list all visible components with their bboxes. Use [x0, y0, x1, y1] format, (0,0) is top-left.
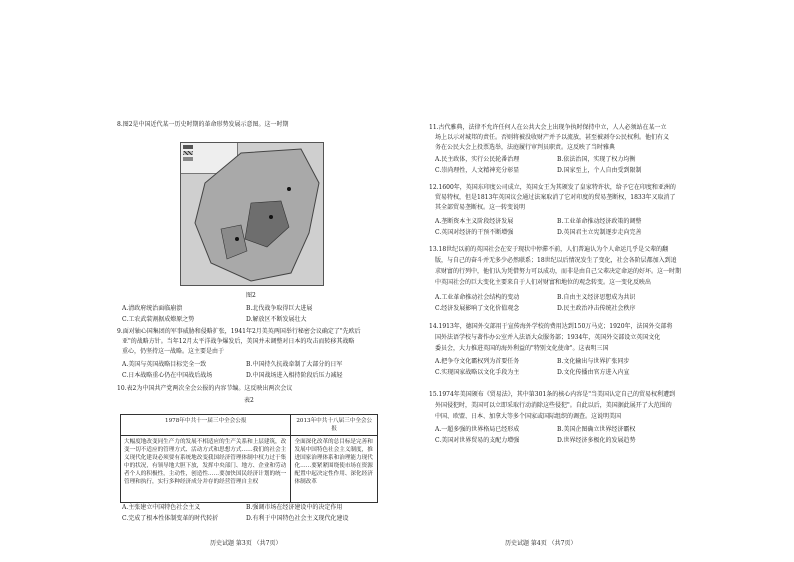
q13-stem-line-2: 版，与自己的奋斗并无多少必然联系；18世纪以后情况发生了变化，社会各阶层都加入到追	[435, 257, 677, 264]
left-page-footer: 历史试题 第3页 （共7页）	[210, 540, 282, 547]
q15-option-d[interactable]: D.世界经济多极化的发展趋势	[557, 437, 636, 444]
q11-option-a[interactable]: A.民主政体，实行公民轮番治理	[435, 156, 520, 163]
q8-stem: 8.图2是中国近代某一历史时期的革命形势发展示意图。这一时期	[117, 121, 289, 128]
q11-option-b[interactable]: B.依法治国，实现了权力均衡	[557, 156, 636, 163]
q9-stem-line-1: 9.面对轴心国集团的军事威胁和侵略扩张，1941年2月美英两国举行秘密会议确定了"先欧后	[117, 328, 361, 335]
q9-stem-line-3: 重心，仍坚持这一战略。这主要是由于	[122, 348, 225, 355]
table-cell-2013: 全面深化改革的总目标是完善和发展中国特色社会主义制度，推进国家治理体系和治理能力现代化……要紧紧围绕使市场在资源配置中起决定性作用、深化经济体制改革	[291, 436, 378, 503]
q14-option-a[interactable]: A.把争夺文化霸权列为首要任务	[435, 358, 520, 365]
q15-stem-line-2: 外国侵犯时，美国可以立即采取行动消除这些侵犯"。自此以后，美国据此展开了大范围的	[435, 402, 672, 409]
revolution-map	[180, 142, 324, 286]
q15-stem-line-1: 15.1974年美国颁布《贸易法》，其中第301条的核心内容是"当美国认定自己的贸易权利遭到	[429, 391, 676, 398]
q10-option-c[interactable]: C.完成了根本性体制变革的时代转折	[122, 515, 219, 522]
q13-stem-line-4: 中英国社会的巨大变化主要来自于人们对财富和地位的观念转变。这一变化反映出	[435, 279, 652, 286]
q10-option-b[interactable]: B.强调市场在经济建设中的决定作用	[246, 504, 343, 511]
q13-stem-line-3: 求财富的行列中，他们认为凭借努力可以成功，而非是由自己父辈决定命运的好坏。这一时期	[435, 268, 682, 275]
table-caption: 表2	[244, 397, 254, 404]
q11-option-c[interactable]: C.崇尚理性，人文精神充分彰显	[435, 167, 520, 174]
q8-option-a[interactable]: A.清政府统治面临崩溃	[122, 305, 183, 312]
q12-stem-line-3: 其全部贸易垄断权。这一转变说明	[435, 204, 526, 211]
q11-stem-line-2: 场上以示对城邦的责任。否则将被没收财产并予以流放，甚至被剥夺公民权利。他们有义	[435, 134, 670, 141]
q12-stem-line-2: 贸易特权，但是1813年英国议会通过法案取消了它对印度的贸易垄断权，1833年又取消了	[435, 194, 676, 201]
q12-option-b[interactable]: B.工业革命推动经济政策的调整	[557, 218, 642, 225]
right-page-footer: 历史试题 第4页 （共7页）	[505, 540, 577, 547]
q9-stem-line-2: 亚"的战略方针。当年12月太平洋战争爆发后，美国并未调整对日本的攻击而转移其战略	[122, 338, 355, 345]
q15-option-b[interactable]: B.美国企图确立世界经济霸权	[557, 426, 636, 433]
q14-stem-line-3: 委员会，大力推进英国的海外利益的"特别文化使命"。这表明三国	[435, 345, 609, 352]
q10-stem: 10.表2为中国共产党两次全会公报的内容节编。这反映出两次会议	[117, 385, 293, 392]
right-page	[397, 0, 794, 562]
q14-stem-line-2: 国外法语学校与著作办公室并入法语大众服务部；1934年，英国外交部设立英国文化	[435, 334, 661, 341]
q13-option-b[interactable]: B.自由主义经济思想成为共识	[557, 294, 636, 301]
q15-stem-line-3: 中国、欧盟、日本、加拿大等多个国家或国际组织的调查。这说明美国	[435, 413, 622, 420]
q9-option-d[interactable]: D.中国战场进入相持阶段后压力减轻	[246, 372, 343, 379]
q9-option-c[interactable]: C.日本战略重心仍在中国战后战场	[122, 372, 213, 379]
q8-option-d[interactable]: D.解放区不断发展壮大	[246, 316, 307, 323]
q15-option-a[interactable]: A.一超多强的世界格局已经形成	[435, 426, 520, 433]
q14-option-b[interactable]: B.文化输出与世界扩张同步	[557, 358, 630, 365]
q12-option-a[interactable]: A.垄断资本主义阶段经济发展	[435, 218, 514, 225]
q8-option-b[interactable]: B.北伐战争取得巨大进展	[246, 305, 313, 312]
table-header-1978: 1978年中共十一届三中全会公报	[121, 415, 291, 436]
table-header-2013: 2013年中共十八届三中全会公报	[291, 415, 378, 436]
q8-option-c[interactable]: C.工农武装割据成燎原之势	[122, 316, 195, 323]
map-shape	[181, 143, 323, 285]
q13-option-a[interactable]: A.工业革命推动社会结构的变动	[435, 294, 520, 301]
q11-option-d[interactable]: D.国家至上，个人自由受到限制	[557, 167, 642, 174]
comparison-table	[120, 414, 378, 503]
q14-stem-line-1: 14.1913年，德国外交部用于宣传海外学校的费用达到150万马克；1920年，法国外交部将	[429, 323, 673, 330]
q10-option-a[interactable]: A.主张建立中国特色社会主义	[122, 504, 201, 511]
q10-option-d[interactable]: D.有利于中国特色社会主义现代化建设	[246, 515, 349, 522]
q12-option-c[interactable]: C.英国对经济的干预不断增强	[435, 229, 514, 236]
q11-stem-line-1: 11.古代雅典，法律不允许任何人在公共大会上出现争执时保持中立，人人必须站在某一立	[429, 124, 667, 131]
q13-option-c[interactable]: C.经济发展影响了文化价值观念	[435, 305, 520, 312]
q12-option-d[interactable]: D.英国君主立宪制逐步走向完善	[557, 229, 642, 236]
q15-option-c[interactable]: C.美国对世界贸易的支配力增强	[435, 437, 520, 444]
q11-stem-line-3: 务在公民大会上投票选举，法庭履行审判员职责。这反映了当时雅典	[435, 144, 616, 151]
q9-option-b[interactable]: B.中国持久抗战牵制了大部分的日军	[246, 361, 343, 368]
q14-option-c[interactable]: C.实现国家战略以文化手段为主	[435, 369, 520, 376]
q13-stem-line-1: 13.18世纪以前的英国社会在安于现状中停滞不前，人们普遍认为个人命运几乎是父辈的翻	[429, 246, 669, 253]
q9-option-a[interactable]: A.美国与英国战略目标完全一致	[122, 361, 207, 368]
figure-caption: 图2	[246, 292, 256, 299]
q12-stem-line-1: 12.1600年，英国东印度公司成立，英国女王为其颁发了皇家特许状，给予它在印度和亚洲的	[429, 184, 676, 191]
table-cell-1978: 大幅度地改变同生产力的发展不相适应的生产关系和上层建筑，改变一切不适应的管理方式、活动方式和思想方式……我们的社会主义现代化建设必须要有系统地改变我国经济管理体制中权力过于集中的状况，有领导地大胆下放，发挥中央部门、地方、企业和劳动者个人的积极性，主动性，创造性……要加快国民经济计划的统一管理和执行，实行多种经济成分并存的经营管理自主权	[121, 436, 291, 503]
q14-option-d[interactable]: D.文化传播由官方进入内宣	[557, 369, 630, 376]
q13-option-d[interactable]: D.民主政治冲击传统社会秩序	[557, 305, 636, 312]
